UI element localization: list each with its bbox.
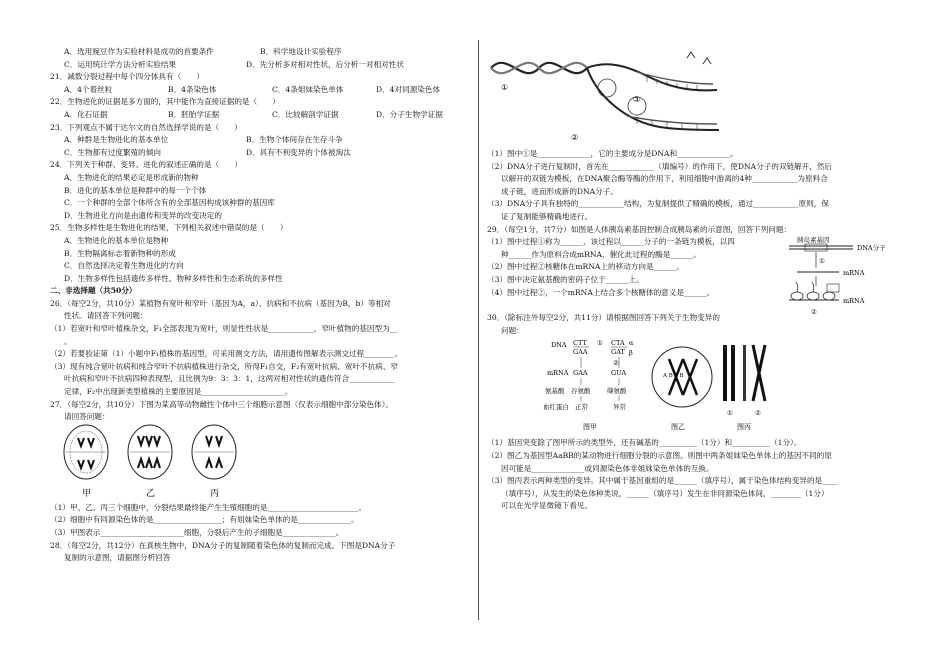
- fig-jia-seq4: GAT: [611, 348, 625, 357]
- dna-label-1: ①: [501, 83, 509, 92]
- q28-part2-b: 以解开的双链为模板，在DNA聚合酶等酶的作用下，利用细胞中游离的4种____________为原料合: [501, 174, 828, 184]
- q29-part3: （3）图中决定氨基酸的密码子位于______上。: [487, 274, 644, 284]
- q27-part2: （2）细胞中有同源染色体的是__________________；有姐妹染色单体的是______________。: [50, 515, 359, 525]
- fig-bing-mark1: ①: [727, 409, 733, 418]
- right-column: [487, 46, 902, 513]
- mutation-diagrams: [487, 337, 787, 437]
- q21-stem: 21．减数分裂过程中每个四分体具有（ ）: [50, 72, 204, 82]
- q22-stem: 22．生物进化的证据是多方面的，其中能作为直接证据的是（ ）: [50, 97, 280, 107]
- q29-block: [487, 236, 902, 317]
- fig-jia-val: 缬氨酸: [607, 387, 627, 396]
- q26-part3-c: 定律，F₂中出现新类型植株的主要原因是______________________。: [64, 387, 293, 397]
- q27-stem-1: 27．（每空2分，共10分）下图为某高等动物雌性个体中三个细胞示意图（仅表示细胞中部分染色体）。: [50, 399, 394, 409]
- q28-part2-a: （2）DNA分子进行复制时，首先在____________（填编号）的作用下，使DNA分子的双链解开，然后: [487, 161, 833, 171]
- q25-option-c: C．自然选择决定着生物进化的方向: [64, 261, 184, 271]
- q28-part3-a: （3）DNA分子具有独特的____________结构，为复制提供了精确的模板，通过____________原则，保: [487, 199, 829, 209]
- q26-part2: （2）若要验证第（1）小题中F₁植株的基因型，可采用测交方法，请用遗传图解表示测交过程________。: [50, 349, 403, 359]
- q28-part3-b: 证了复制能够精确地进行。: [501, 211, 593, 221]
- fig-jia-abnormal: 异常: [613, 403, 626, 412]
- q24-option-c: C．一个种群的全部个体所含有的全部基因构成该种群的基因库: [64, 198, 275, 208]
- fig-jia-seq5: GAA: [573, 369, 588, 378]
- dna-replication-diagram: [487, 46, 727, 148]
- q27-stem-2: 请回答问题：: [64, 412, 110, 422]
- q25-option-b: B．生物隔离标志着新物种的形成: [64, 248, 176, 258]
- q23-options-row2: C．生物都有过度繁殖的倾向 D．具有不利变异的个体被淘汰: [64, 147, 351, 157]
- fig-jia-seq6: GUA: [611, 369, 627, 378]
- fig-jia-circle1: ①: [597, 339, 603, 348]
- q27-part3: （3）甲图表示______________________细胞，分裂后产生的子细胞是______________。: [50, 528, 344, 537]
- figure-bing: [723, 345, 765, 431]
- fig-jia-beta: β: [629, 349, 633, 358]
- q26-stem-2: 性状。请回答下列问题：: [64, 311, 148, 321]
- cell-diagrams: [50, 424, 250, 502]
- q30-stem-1: 30．（除标注外每空2分，共11分）请根据图回答下列关于生物变异的: [487, 313, 720, 323]
- fig-jia-dna: DNA: [551, 341, 567, 350]
- insulin-gene-diagram: [783, 234, 893, 318]
- step-2-label: ②: [811, 308, 817, 317]
- fig-jia-seq1: CTT: [573, 339, 587, 348]
- q23-options-row1: A．种群是生物进化的基本单位 B．生物个体间存在生存斗争: [64, 135, 343, 145]
- q24-option-d: D．生物进化方向是由遗传和变异的改变决定的: [64, 210, 222, 220]
- dna-label-2: ②: [571, 133, 579, 142]
- figure-jia: [543, 339, 634, 431]
- q25-option-d: D．生物多样性包括遗传多样性、物种多样性和生态系统的多样性: [64, 273, 283, 283]
- fig-yi-caption: 图乙: [671, 423, 685, 432]
- fig-jia-mrna: mRNA: [547, 369, 569, 378]
- q28-part1: （1）图中①是______________，它的主要成分是DNA和______________。: [487, 149, 738, 158]
- column-divider: [478, 40, 479, 620]
- q30-part2-a: （2）图乙为基因型AaBB的某动物进行细胞分裂的示意图。则图中两条姐妹染色单体上的基因不同的原: [487, 450, 832, 460]
- q29-stem: 29．（每空1分，共7分）如图是人体胰岛素基因控制合成胰岛素的示意图，回答下列问题：: [487, 224, 792, 234]
- q24-option-b: B．进化的基本单位是种群中的每一个个体: [64, 185, 207, 195]
- cell-bing: [192, 425, 236, 479]
- mrna-label-2: mRNA: [843, 297, 865, 306]
- fig-jia-hemoglobin: 血红蛋白: [543, 403, 569, 412]
- q21-options: A．4个着丝粒 B．4条染色体 C．4条姐妹染色单体 D．4对同源染色体: [64, 84, 441, 94]
- q26-part1-end: 。: [64, 336, 72, 346]
- dna-molecule-label: DNA分子: [857, 244, 886, 253]
- q24-option-a: A．生物进化的结果必定是形成新的物种: [64, 172, 199, 182]
- q26-part3-b: 叶抗病和窄叶不抗病四种表现型，且比例为9：3：3：1，这两对相对性状的遗传符合____________: [64, 374, 395, 384]
- fig-jia-alpha: α: [629, 339, 634, 348]
- q29-part4: （4）图中过程②，一个mRNA上结合多个核糖体的意义是______。: [487, 287, 715, 297]
- q20-options-row2: C．运用统计学方法分析实验结果 D．先分析多对相对性状，后分析一对相对性状: [64, 59, 404, 69]
- cell-jia: [64, 425, 108, 479]
- fig-bing-mark2: ②: [755, 409, 761, 418]
- q29-questions: [487, 236, 777, 299]
- q25-option-a: A．生物进化的基本单位是物种: [64, 235, 169, 245]
- q26-stem-1: 26．（每空2分，共10分）某植物有宽叶和窄叶（基因为A，a）、抗病和不抗病（基因为B，b）等相对: [50, 298, 391, 308]
- cell-label-bing: 丙: [210, 488, 220, 499]
- q30-part3-c: 可以在光学显微镜下看见。: [501, 501, 593, 511]
- q24-stem: 24．下列关于种群、变异、进化的叙述正确的是（ ）: [50, 160, 242, 170]
- fig-yi-genes: A B a B: [663, 373, 684, 380]
- q30-part3-b: （填序号），从发生的染色体种类说，______（填序号）发生在非同源染色体间，________（1分）: [501, 488, 829, 498]
- q30-part1: （1）基因突变除了图甲所示的类型外，还有碱基的__________（1分）和__________（1分）。: [487, 438, 802, 448]
- cell-label-yi: 乙: [146, 488, 156, 499]
- q29-part1-b: 种______作为原料合成mRNA，催化此过程的酶是______。: [501, 249, 701, 259]
- q28-stem-1: 28．（每空2分，共12分）在真核生物中，DNA分子的复制随着染色体的复制而完成。下图是DNA分子: [50, 540, 396, 550]
- cell-label-jia: 甲: [82, 488, 92, 499]
- figure-yi: [652, 347, 712, 431]
- mutation-figure: [487, 337, 902, 437]
- dna-label-3: ③: [633, 95, 641, 104]
- fig-jia-normal: 正常: [575, 403, 588, 412]
- q29-part2: （2）图中过程②核糖体在mRNA上的移动方向是______。: [487, 262, 684, 272]
- fig-jia-circle2: ②: [613, 359, 619, 368]
- cell-yi: [128, 425, 172, 479]
- left-column: [50, 46, 470, 565]
- q22-options: A．化石证据 B．胚胎学证据 C．比较解剖学证据 D．分子生物学证据: [64, 109, 443, 119]
- q25-stem: 25．生物多样性是生物进化的结果，下列相关叙述中错误的是（ ）: [50, 223, 288, 233]
- q28-stem-2: 复制的示意图，请据图分析回答: [64, 553, 171, 563]
- q30-stem-2: 问题：: [501, 325, 524, 335]
- q23-stem: 23．下列观点不属于达尔文的自然选择学说的是（ ）: [50, 122, 242, 132]
- q29-part1-a: （1）图中过程①称为______，该过程以______分子的一条链为模板，以四: [487, 237, 735, 247]
- q26-part1: （1）若宽叶和窄叶植株杂交，F₁全部表现为宽叶，则显性性状是____________，窄叶植物的基因型为__: [50, 324, 398, 334]
- q28-part2-c: 成子链，进而形成新的DNA分子。: [501, 186, 618, 196]
- fig-jia-amino-acid: 氨基酸: [545, 387, 565, 396]
- cell-division-figure: [50, 424, 470, 502]
- fig-jia-seq2: GAA: [573, 348, 588, 357]
- step-1-label: ①: [819, 257, 825, 266]
- fig-bing-caption: 图丙: [737, 423, 751, 432]
- mrna-label-1: mRNA: [843, 269, 865, 278]
- section-heading: 二、非选择题（共50分）: [50, 286, 137, 296]
- q27-part1: （1）甲、乙、丙三个细胞中，分裂结果最终能产生生殖细胞的是________________________。: [50, 502, 367, 512]
- q26-part3-a: （3）现有纯合宽叶抗病和纯合窄叶不抗病植株进行杂交，所得F₁自交，F₂有宽叶抗病、宽叶不抗病、窄: [50, 361, 398, 371]
- q30-part3-a: （3）图丙表示两种类型的变异。其中属于基因重组的是______（填序号），属于染色体结构变异的是____: [487, 476, 838, 486]
- dna-replication-figure: [487, 46, 902, 148]
- q30-part2-b: 因可能是______________或同源染色体非姐妹染色单体的互换。: [501, 463, 714, 473]
- insulin-gene-label: 胰岛素基因: [797, 236, 830, 245]
- fig-jia-seq3: CTA: [611, 339, 625, 348]
- fig-jia-caption: 图甲: [583, 423, 597, 432]
- q20-options-row1: A．选用豌豆作为实验材料是成功的首要条件 B．科学地设计实验程序: [64, 47, 342, 56]
- fig-jia-glu: 谷氨酸: [571, 387, 591, 396]
